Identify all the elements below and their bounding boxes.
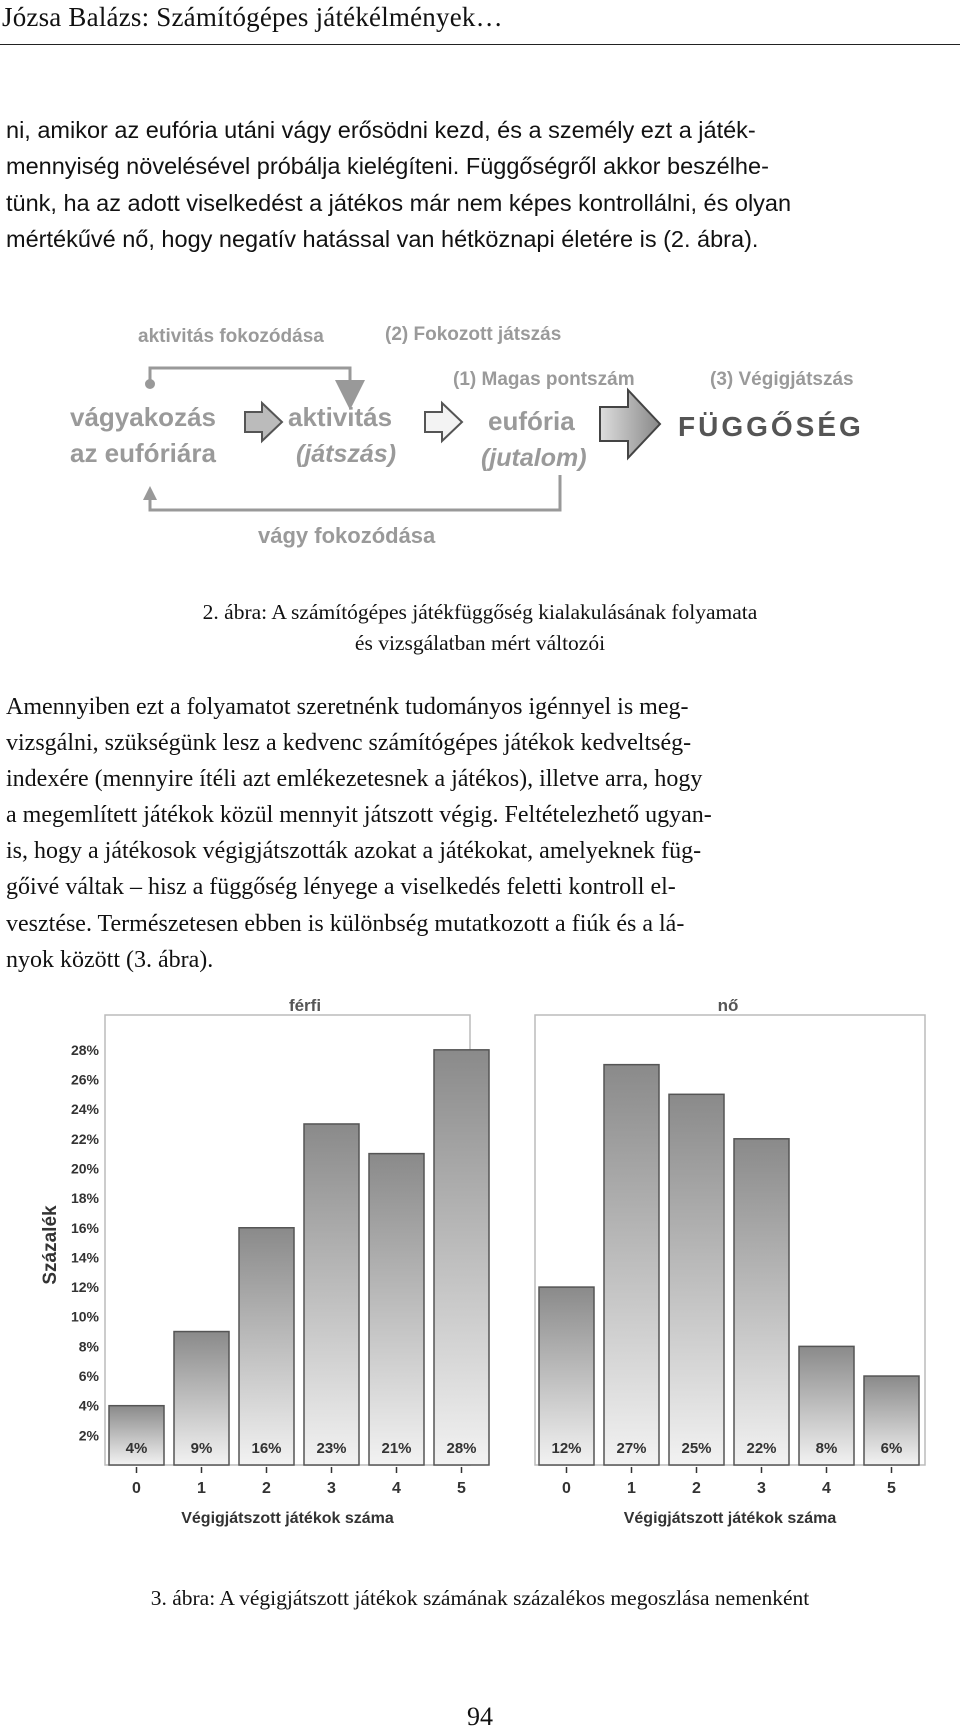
y-tick-label: 2% bbox=[78, 1427, 99, 1444]
x-tick-label: 1 bbox=[197, 1480, 206, 1497]
node-euphoria-line1: eufória bbox=[488, 406, 575, 436]
text-line: tünk, ha az adott viselkedést a játékos már nem képes kontrollálni, és olyan bbox=[6, 189, 792, 216]
figure-3-charts bbox=[0, 995, 960, 1570]
bar-data-label: 28% bbox=[446, 1440, 477, 1457]
x-tick-label: 0 bbox=[132, 1480, 141, 1497]
x-tick-label: 5 bbox=[457, 1480, 466, 1497]
label-high-score: (1) Magas pontszám bbox=[453, 369, 635, 390]
y-axis-label: Százalék bbox=[40, 1205, 61, 1285]
y-tick-label: 20% bbox=[70, 1160, 99, 1177]
node-activity-line2: (játszás) bbox=[296, 440, 397, 468]
chart-title: férfi bbox=[288, 996, 322, 1015]
node-activity-line1: aktivitás bbox=[288, 402, 393, 432]
caption-line: 3. ábra: A végigjátszott játékok számának százalékos megoszlása nemenként bbox=[150, 1586, 810, 1610]
arrow-3-icon bbox=[600, 390, 660, 458]
chart-bar bbox=[304, 1124, 359, 1465]
text-line: ni, amikor az eufória utáni vágy erősödni kezd, és a személy ezt a játék- bbox=[6, 117, 756, 143]
bar-data-label: 12% bbox=[551, 1440, 582, 1457]
x-axis-label: Végigjátszott játékok száma bbox=[623, 1510, 837, 1527]
x-tick-label: 4 bbox=[822, 1480, 831, 1497]
chart-bar bbox=[669, 1094, 724, 1465]
y-tick-label: 12% bbox=[70, 1279, 99, 1296]
y-tick-label: 8% bbox=[78, 1338, 99, 1355]
bottom-loop-arrowhead-icon bbox=[143, 486, 157, 500]
bar-data-label: 22% bbox=[746, 1440, 777, 1457]
x-tick-label: 2 bbox=[262, 1480, 271, 1497]
figure-3-caption bbox=[0, 1583, 960, 1614]
y-tick-label: 10% bbox=[70, 1308, 99, 1325]
bar-data-label: 25% bbox=[681, 1440, 712, 1457]
top-loop-arrow bbox=[150, 368, 350, 395]
chart-bar bbox=[734, 1139, 789, 1465]
chart-bar bbox=[239, 1228, 294, 1465]
running-header bbox=[0, 0, 960, 45]
y-tick-label: 16% bbox=[70, 1219, 99, 1236]
label-activity-increase: aktivitás fokozódása bbox=[138, 326, 324, 347]
x-axis-label: Végigjátszott játékok száma bbox=[181, 1510, 394, 1527]
x-tick-label: 0 bbox=[562, 1480, 571, 1497]
text-line: vesztése. Természetesen ebben is különbség mutatkozott a fiúk és a lá- bbox=[6, 910, 685, 937]
paragraph-1 bbox=[6, 112, 958, 258]
node-euphoria-line2: (jutalom) bbox=[481, 444, 587, 472]
label-completion: (3) Végigjátszás bbox=[710, 369, 854, 390]
text-line: Amennyiben ezt a folyamatot szeretnénk tudományos igénnyel is meg- bbox=[6, 694, 689, 720]
bottom-loop-line bbox=[150, 475, 560, 510]
y-tick-label: 4% bbox=[78, 1397, 99, 1414]
chart-title: nő bbox=[717, 996, 739, 1015]
y-tick-label: 18% bbox=[70, 1190, 99, 1207]
arrow-2-icon bbox=[425, 403, 462, 441]
y-tick-label: 24% bbox=[70, 1101, 99, 1118]
bar-data-label: 4% bbox=[125, 1440, 148, 1457]
x-tick-label: 1 bbox=[627, 1480, 636, 1497]
label-increased-play: (2) Fokozott játszás bbox=[385, 324, 562, 345]
text-line: gőivé váltak – hisz a függőség lényege a viselkedés feletti kontroll el- bbox=[6, 874, 676, 901]
figure-2-diagram bbox=[0, 300, 960, 560]
bar-data-label: 21% bbox=[381, 1440, 412, 1457]
node-longing-line2: az eufóriára bbox=[70, 438, 216, 468]
text-line: mértékűvé nő, hogy negatív hatással van hétköznapi életére is (2. ábra). bbox=[6, 226, 759, 253]
bar-data-label: 8% bbox=[815, 1440, 838, 1457]
x-tick-label: 4 bbox=[392, 1480, 401, 1497]
bar-data-label: 16% bbox=[251, 1440, 282, 1457]
text-line: nyok között (3. ábra). bbox=[6, 946, 214, 973]
x-tick-label: 3 bbox=[327, 1480, 336, 1497]
y-tick-label: 6% bbox=[78, 1368, 99, 1385]
chart-bar bbox=[539, 1287, 594, 1465]
chart-bar bbox=[434, 1050, 489, 1465]
caption-line: 2. ábra: A számítógépes játékfüggőség kialakulásának folyamata bbox=[202, 600, 758, 624]
label-desire-increase: vágy fokozódása bbox=[258, 523, 436, 548]
text-line: a megemlített játékok közül mennyit játszott végig. Feltételezhető ugyan- bbox=[6, 802, 712, 829]
figure-2-caption bbox=[0, 597, 960, 659]
text-line: indexére (mennyire ítéli azt emlékezetesnek a játékos), illetve arra, hogy bbox=[6, 766, 703, 793]
x-tick-label: 5 bbox=[887, 1480, 896, 1497]
caption-line: és vizsgálatban mért változói bbox=[354, 631, 606, 655]
y-tick-label: 26% bbox=[70, 1071, 99, 1088]
chart-bar bbox=[604, 1065, 659, 1465]
header-title: Józsa Balázs: Számítógépes játékélmények… bbox=[2, 2, 503, 32]
bar-data-label: 9% bbox=[190, 1440, 213, 1457]
paragraph-2 bbox=[6, 689, 958, 978]
bar-data-label: 6% bbox=[880, 1440, 903, 1457]
text-line: is, hogy a játékosok végigjátszották azokat a játékokat, amelyeknek füg- bbox=[6, 838, 702, 865]
text-line: mennyiség növelésével próbálja kielégíteni. Függőségről akkor beszélhe- bbox=[6, 153, 769, 180]
node-addiction: FÜGGŐSÉG bbox=[678, 411, 864, 442]
bar-data-label: 23% bbox=[316, 1440, 347, 1457]
y-tick-label: 28% bbox=[70, 1041, 99, 1058]
x-tick-label: 3 bbox=[757, 1480, 766, 1497]
y-tick-label: 14% bbox=[70, 1249, 99, 1266]
node-longing-line1: vágyakozás bbox=[70, 402, 216, 432]
bar-data-label: 27% bbox=[616, 1440, 647, 1457]
arrow-1-icon bbox=[245, 403, 282, 441]
text-line: vizsgálni, szükségünk lesz a kedvenc számítógépes játékok kedveltség- bbox=[6, 730, 692, 757]
page-number: 94 bbox=[467, 1702, 493, 1731]
x-tick-label: 2 bbox=[692, 1480, 701, 1497]
y-tick-label: 22% bbox=[70, 1130, 99, 1147]
chart-bar bbox=[369, 1154, 424, 1465]
